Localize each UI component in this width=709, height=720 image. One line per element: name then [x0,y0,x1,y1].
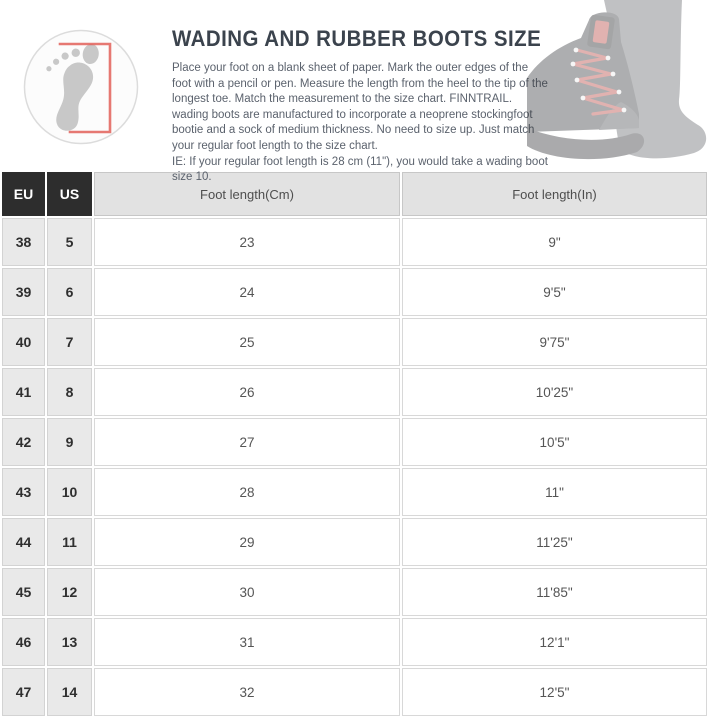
table-row [2,418,707,466]
cell-in: 11'85" [402,568,707,616]
table-row [2,518,707,566]
size-table-body [2,218,707,716]
table-row [2,468,707,516]
col-header-foot-length-in: Foot length(In) [402,172,707,216]
cell-cm: 31 [94,618,400,666]
cell-in: 10'5" [402,418,707,466]
cell-in: 11" [402,468,707,516]
cell-cm: 28 [94,468,400,516]
table-row [2,618,707,666]
table-row [2,368,707,416]
table-row [2,268,707,316]
boot-illustration-svg [527,0,709,166]
cell-eu: 46 [2,618,45,666]
cell-us: 10 [47,468,92,516]
cell-us: 9 [47,418,92,466]
table-row [2,668,707,716]
cell-us: 12 [47,568,92,616]
intro-text-block [172,26,548,186]
cell-in: 9'5" [402,268,707,316]
cell-us: 14 [47,668,92,716]
cell-cm: 27 [94,418,400,466]
cell-cm: 29 [94,518,400,566]
cell-us: 6 [47,268,92,316]
size-table [0,170,709,718]
cell-in: 12'1" [402,618,707,666]
sizing-example-note: IE: If your regular foot length is 28 cm (11"), you would take a wading boot size 10. [172,155,548,184]
cell-in: 9" [402,218,707,266]
cell-us: 7 [47,318,92,366]
cell-eu: 41 [2,368,45,416]
foot-measurement-svg [22,28,140,146]
cell-us: 11 [47,518,92,566]
cell-us: 8 [47,368,92,416]
cell-eu: 38 [2,218,45,266]
cell-in: 9'75" [402,318,707,366]
table-row [2,318,707,366]
cell-cm: 24 [94,268,400,316]
cell-eu: 43 [2,468,45,516]
intro-section [0,0,709,184]
cell-us: 13 [47,618,92,666]
cell-eu: 39 [2,268,45,316]
cell-eu: 40 [2,318,45,366]
measuring-instructions: Place your foot on a blank sheet of paper. Mark the outer edges of the foot with a pencil or pen. Measure the length from the heel to the tip of the longest toe. Match the measurement to the size chart. FINNTRAIL. wading boots are manufactured to incorporate a neoprene stockingfoot bootie and a sock of medium thickness. No need to size up. Just match your regular foot length to the size chart. [172,62,548,152]
cell-cm: 32 [94,668,400,716]
cell-in: 10'25" [402,368,707,416]
page-title: WADING AND RUBBER BOOTS SIZE [172,26,542,51]
wading-boot-photo [527,0,709,166]
table-row [2,218,707,266]
cell-eu: 45 [2,568,45,616]
col-header-foot-length-cm: Foot length(Cm) [94,172,400,216]
cell-cm: 26 [94,368,400,416]
cell-cm: 30 [94,568,400,616]
cell-eu: 44 [2,518,45,566]
cell-cm: 23 [94,218,400,266]
cell-in: 11'25" [402,518,707,566]
cell-cm: 25 [94,318,400,366]
cell-us: 5 [47,218,92,266]
foot-measurement-icon [22,28,140,146]
table-row [2,568,707,616]
cell-eu: 42 [2,418,45,466]
col-header-us: US [47,172,92,216]
cell-eu: 47 [2,668,45,716]
cell-in: 12'5" [402,668,707,716]
col-header-eu: EU [2,172,45,216]
